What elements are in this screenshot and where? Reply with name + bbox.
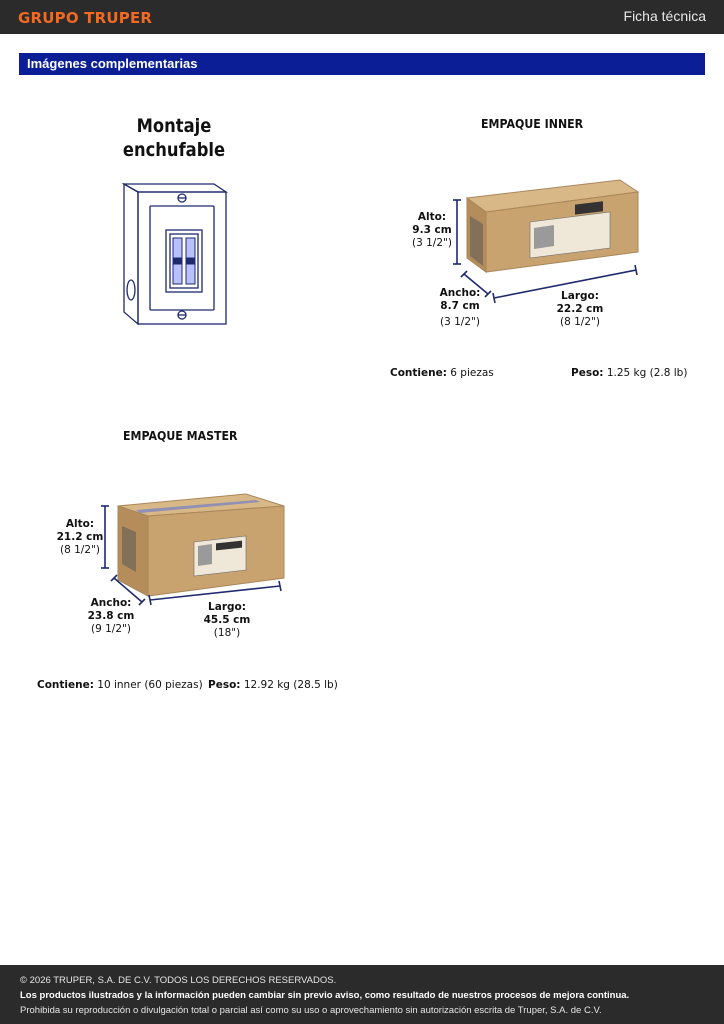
master-largo-dimension (195, 601, 259, 640)
inner-package-title: EMPAQUE INNER (481, 116, 584, 131)
master-package-title: EMPAQUE MASTER (123, 428, 238, 443)
master-alto-metric: 21.2 cm (56, 531, 104, 543)
inner-contents (390, 367, 494, 379)
section-title: Imágenes complementarias (27, 56, 198, 71)
inner-weight-label: Peso: (571, 367, 604, 379)
master-alto-dimension (48, 518, 112, 557)
mounting-title (114, 114, 234, 162)
inner-ancho-imperial: (3 1/2") (440, 316, 480, 328)
section-header (19, 53, 705, 75)
brand-logo: GRUPO TRUPER (18, 9, 153, 27)
inner-alto-dimension (400, 211, 464, 250)
inner-alto-metric: 9.3 cm (412, 224, 452, 236)
disclaimer-text: Los productos ilustrados y la información pueden cambiar sin previo aviso, como resultado de nuestros procesos de mejora continua. (20, 990, 630, 1001)
inner-largo-dimension (548, 290, 612, 329)
footer (0, 965, 724, 1024)
inner-largo-label: Largo: (561, 290, 599, 302)
master-contents (37, 679, 203, 691)
master-ancho-label: Ancho: (90, 597, 132, 609)
reproduction-notice: Prohibida su reproducción o divulgación total o parcial así como su uso o aprovechamiento sin autorización escrita de Truper, S.A. de C.V. (20, 1005, 602, 1016)
master-weight-label: Peso: (208, 679, 241, 691)
master-largo-metric: 45.5 cm (203, 614, 251, 626)
master-weight-value: 12.92 kg (28.5 lb) (243, 679, 338, 691)
inner-ancho-metric: 8.7 cm (440, 300, 480, 312)
master-ancho-metric: 23.8 cm (87, 610, 135, 622)
inner-ancho-label: Ancho: (439, 287, 481, 299)
mounting-title-line1: Montaje (136, 115, 212, 137)
master-contents-value: 10 inner (60 piezas) (97, 679, 203, 691)
master-weight (208, 679, 338, 691)
document-type: Ficha técnica (623, 8, 706, 24)
master-contents-label: Contiene: (37, 679, 94, 691)
breaker-box-icon (120, 180, 230, 326)
inner-largo-metric: 22.2 cm (556, 303, 604, 315)
copyright-text: © 2026 TRUPER, S.A. DE C.V. TODOS LOS DERECHOS RESERVADOS. (20, 975, 337, 986)
inner-alto-label: Alto: (417, 211, 447, 223)
inner-largo-imperial: (8 1/2") (560, 316, 600, 328)
master-largo-imperial: (18") (213, 627, 241, 639)
inner-weight (571, 367, 687, 379)
master-alto-label: Alto: (65, 518, 95, 530)
inner-weight-value: 1.25 kg (2.8 lb) (606, 367, 688, 379)
master-box-image (96, 492, 296, 612)
master-ancho-dimension (79, 597, 143, 636)
inner-contents-value: 6 piezas (450, 367, 494, 379)
inner-contents-label: Contiene: (390, 367, 447, 379)
master-alto-imperial: (8 1/2") (60, 544, 100, 556)
inner-ancho-dimension (428, 287, 492, 329)
master-ancho-imperial: (9 1/2") (91, 623, 131, 635)
mounting-title-line2: enchufable (122, 139, 226, 161)
inner-alto-imperial: (3 1/2") (412, 237, 452, 249)
top-bar (0, 0, 724, 34)
master-largo-label: Largo: (208, 601, 246, 613)
